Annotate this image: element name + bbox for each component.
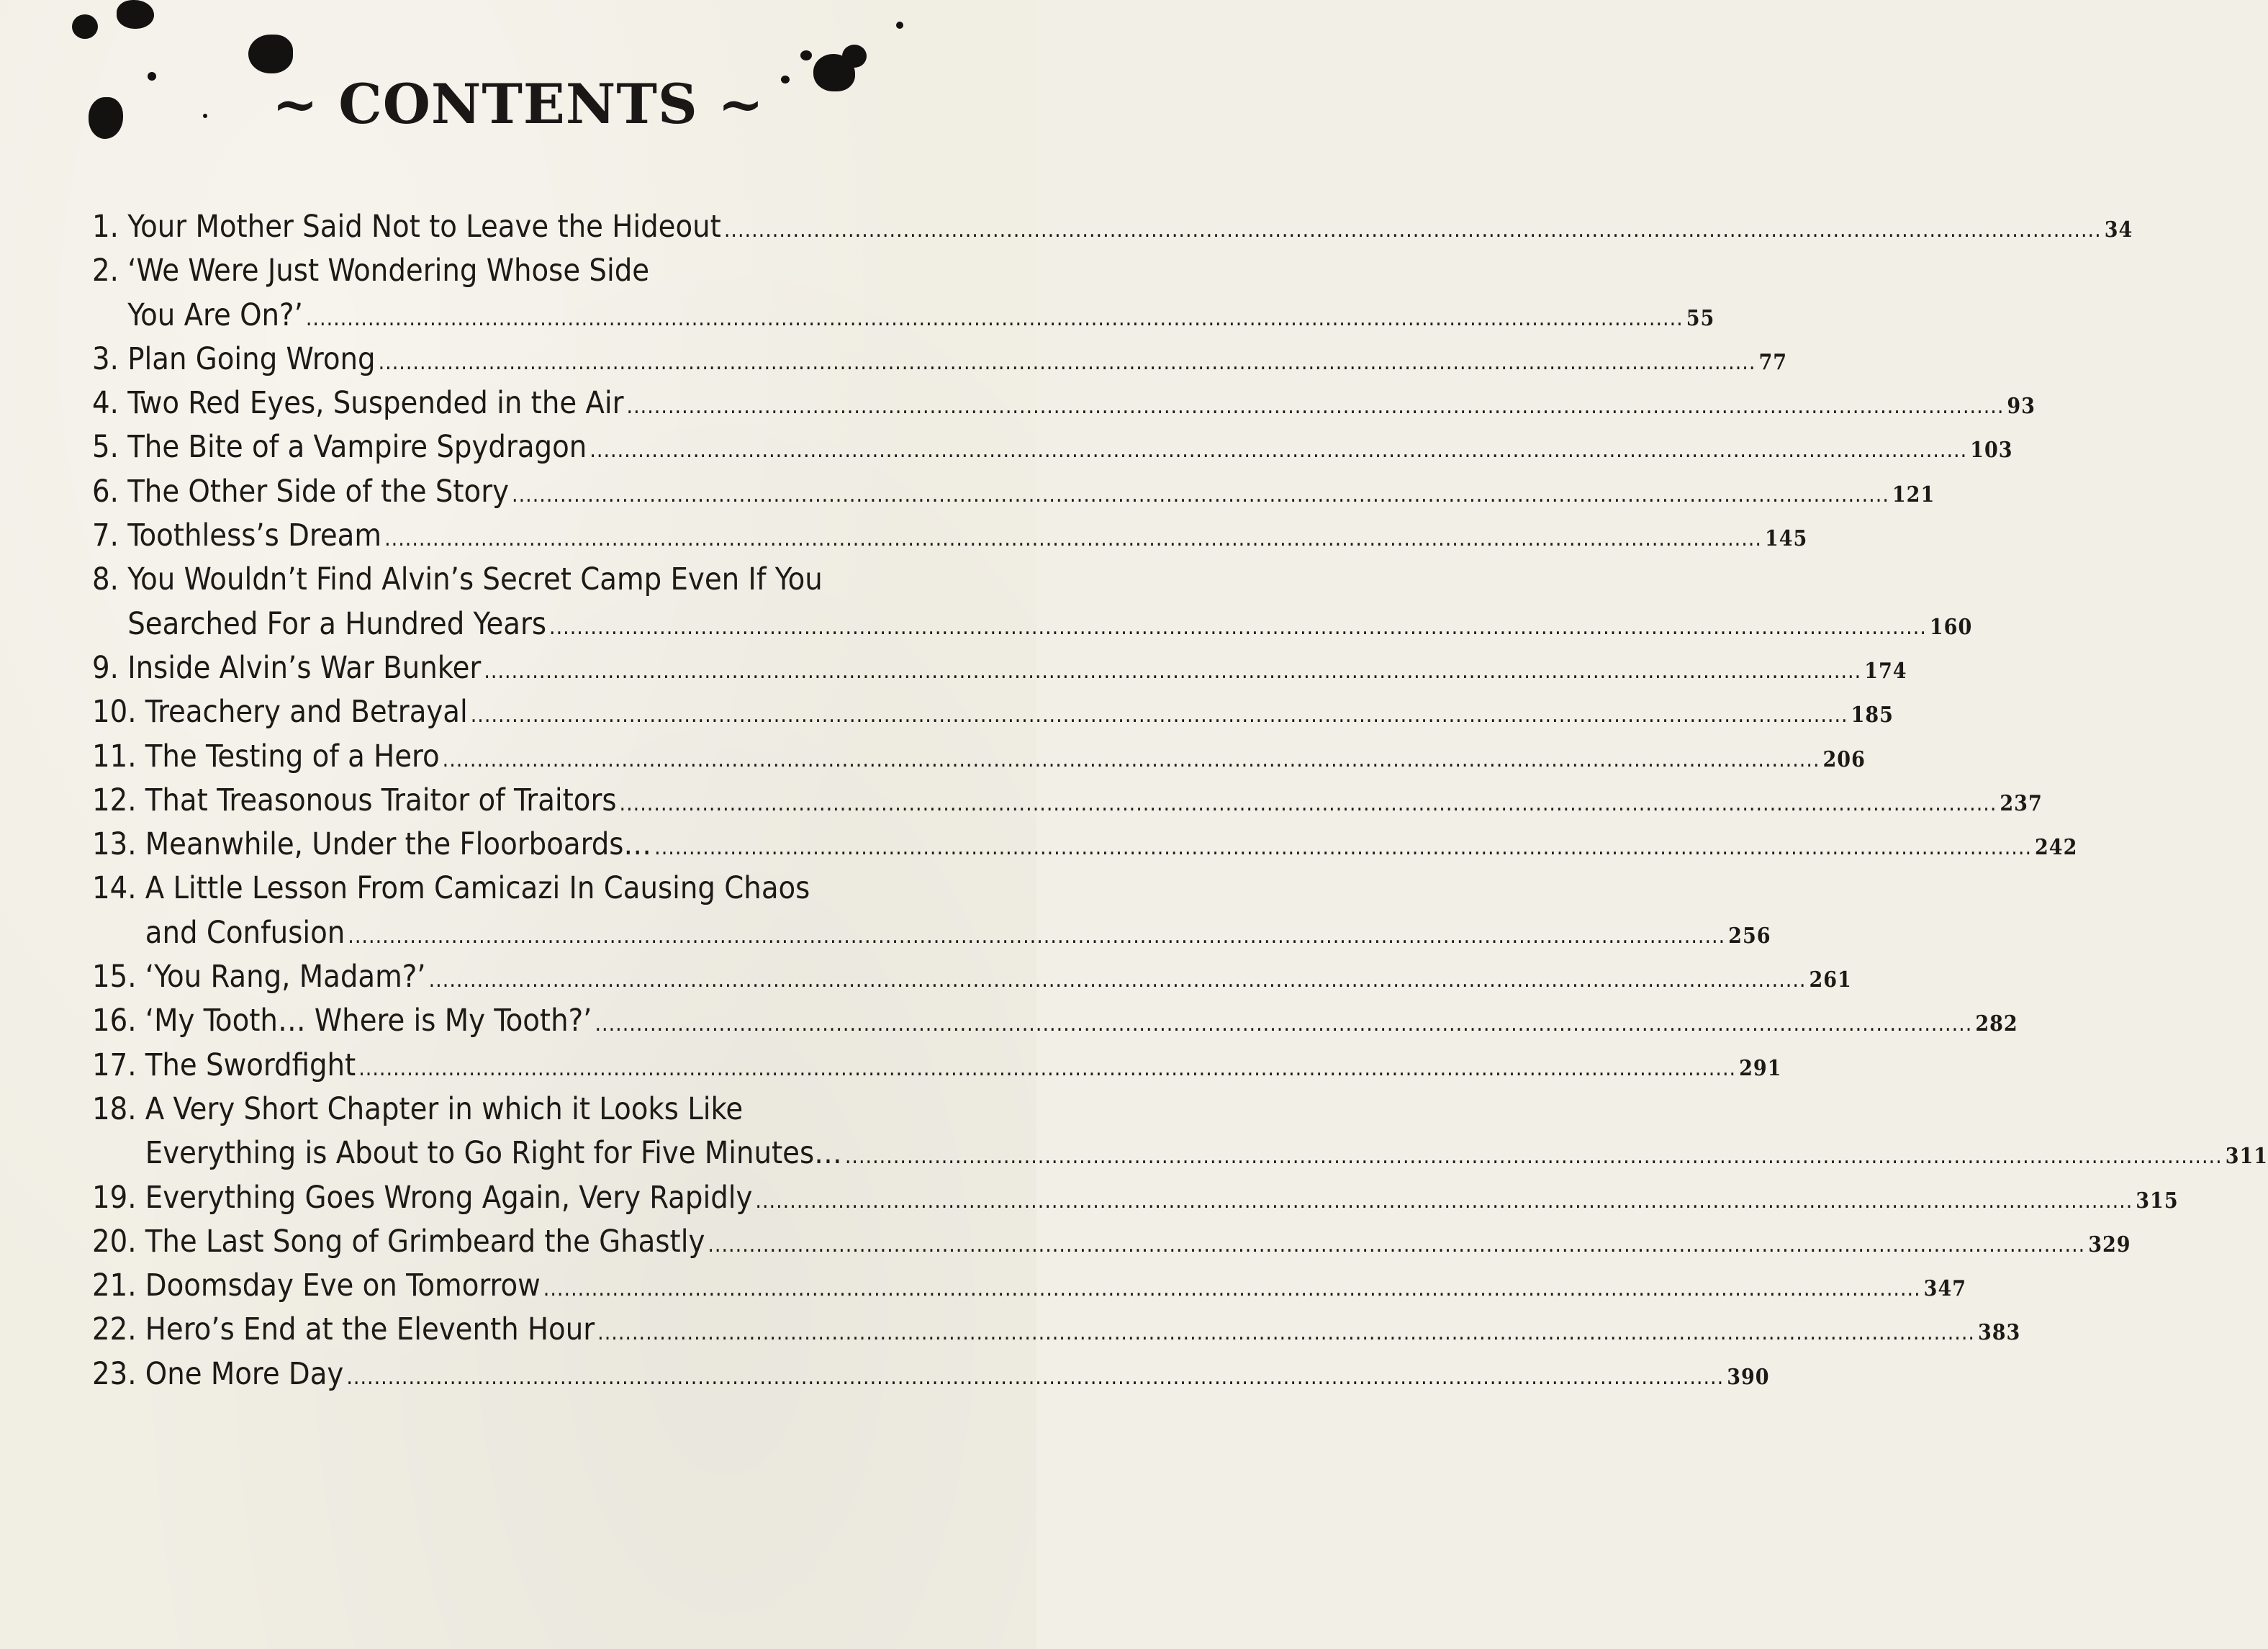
chapter-number: 22. <box>92 1311 145 1348</box>
chapter-title-line <box>145 779 2043 823</box>
chapter-title-line <box>127 381 2047 425</box>
chapter-title-line <box>145 1088 2268 1131</box>
dot-leader: ........................................................................................................................................................................................................ <box>384 526 1762 552</box>
page-number: 256 <box>1728 923 1771 949</box>
page-number: 34 <box>2104 217 2133 243</box>
chapter-title-line <box>145 1352 1770 1396</box>
dot-leader: ........................................................................................................................................................................................................ <box>348 923 1726 949</box>
page-number: 103 <box>1970 438 2013 464</box>
toc-entry <box>92 381 2036 425</box>
chapter-title: and Confusion <box>145 914 345 951</box>
chapter-number: 19. <box>92 1179 145 1216</box>
toc-entry <box>92 249 1715 338</box>
chapter-title: ‘You Rang, Madam?’ <box>145 959 426 995</box>
chapter-number: 9. <box>92 649 128 686</box>
toc-entry <box>92 1308 2021 1352</box>
toc-entry <box>92 1220 2131 1264</box>
page-number: 291 <box>1739 1055 1782 1081</box>
chapter-number: 15. <box>92 959 145 995</box>
chapter-title: Inside Alvin’s War Bunker <box>127 649 482 686</box>
ink-blot-decoration <box>896 22 903 29</box>
chapter-title: A Very Short Chapter in which it Looks Like <box>145 1090 744 1127</box>
chapter-title: Searched For a Hundred Years <box>127 605 547 642</box>
page-number: 390 <box>1727 1364 1770 1390</box>
dot-leader: ........................................................................................................................................................................................................ <box>597 1320 1975 1346</box>
page-number: 55 <box>1686 305 1715 331</box>
chapter-title-line <box>145 823 2078 867</box>
page-number: 145 <box>1764 526 1808 552</box>
toc-entry <box>92 867 1771 955</box>
chapter-number: 5. <box>92 429 128 466</box>
dot-leader: ........................................................................................................................................................................................................ <box>708 1232 2086 1257</box>
chapter-title: Everything is About to Go Right for Five Minutes… <box>145 1135 842 1172</box>
ink-blot-decoration <box>842 45 867 68</box>
page-number: 383 <box>1978 1320 2021 1346</box>
chapter-title-line <box>127 646 1907 690</box>
chapter-title-line <box>127 205 2145 249</box>
chapter-number: 20. <box>92 1223 145 1260</box>
chapter-title-line <box>145 955 1852 999</box>
chapter-title-line <box>127 470 1935 514</box>
chapter-title: Doomsday Eve on Tomorrow <box>145 1268 541 1304</box>
toc-entry <box>92 646 1907 690</box>
page-number: 174 <box>1864 658 1907 684</box>
chapter-number: 8. <box>92 561 128 598</box>
chapter-title: ‘My Tooth… Where is My Tooth?’ <box>145 1003 592 1039</box>
ink-blot-decoration <box>117 0 154 29</box>
chapter-title: ‘We Were Just Wondering Whose Side <box>127 253 650 289</box>
page-number: 315 <box>2136 1188 2179 1214</box>
toc-entry <box>92 779 2043 823</box>
chapter-title: The Other Side of the Story <box>127 473 510 510</box>
chapter-title-line <box>145 1044 1782 1088</box>
toc-entry <box>92 425 2013 469</box>
chapter-title: The Swordfight <box>145 1047 356 1083</box>
chapter-title: You Wouldn’t Find Alvin’s Secret Camp Even If You <box>127 561 823 598</box>
chapter-title: The Bite of a Vampire Spydragon <box>127 429 587 466</box>
dot-leader: ........................................................................................................................................................................................................ <box>442 746 1820 772</box>
chapter-title-line <box>145 690 1894 734</box>
toc-entry <box>92 205 2133 249</box>
chapter-title-line <box>127 425 2012 469</box>
toc-entry <box>92 955 1852 999</box>
dot-leader: ........................................................................................................................................................................................................ <box>428 967 1807 993</box>
chapter-number: 7. <box>92 518 128 554</box>
dot-leader: ........................................................................................................................................................................................................ <box>844 1144 2223 1170</box>
dot-leader: ........................................................................................................................................................................................................ <box>484 658 1862 684</box>
dot-leader: ........................................................................................................................................................................................................ <box>595 1011 1973 1037</box>
chapter-title-line <box>145 1264 1966 1308</box>
chapter-title: You Are On?’ <box>127 297 303 333</box>
page-number: 311 <box>2225 1144 2268 1170</box>
dot-leader: ........................................................................................................................................................................................................ <box>470 702 1848 728</box>
toc-entry <box>92 514 1808 558</box>
page-number: 185 <box>1851 702 1894 728</box>
dot-leader: ........................................................................................................................................................................................................ <box>589 438 1968 464</box>
chapter-number: 13. <box>92 826 145 863</box>
chapter-number: 10. <box>92 694 145 731</box>
toc-entry <box>92 690 1894 734</box>
page-number: 261 <box>1809 967 1852 993</box>
chapter-number: 16. <box>92 1003 145 1039</box>
toc-entry <box>92 1044 1782 1088</box>
page-number: 282 <box>1975 1011 2018 1037</box>
page-title: ~ CONTENTS ~ <box>272 72 764 136</box>
chapter-number: 12. <box>92 782 145 818</box>
dot-leader: ........................................................................................................................................................................................................ <box>626 394 2005 420</box>
chapter-title-line <box>145 1308 2021 1352</box>
dot-leader: ........................................................................................................................................................................................................ <box>755 1188 2133 1214</box>
chapter-title-line <box>145 1131 2268 1175</box>
toc-entry <box>92 999 2018 1043</box>
dot-leader: ........................................................................................................................................................................................................ <box>543 1276 1921 1302</box>
page-number: 347 <box>1923 1276 1967 1302</box>
ink-blot-decoration <box>800 50 812 60</box>
chapter-title: The Last Song of Grimbeard the Ghastly <box>145 1223 705 1260</box>
dot-leader: ........................................................................................................................................................................................................ <box>723 217 2102 243</box>
chapter-title-line <box>127 602 1972 646</box>
chapter-title-line <box>127 294 1727 338</box>
dot-leader: ........................................................................................................................................................................................................ <box>549 614 1927 640</box>
page-number: 206 <box>1822 746 1866 772</box>
chapter-title: That Treasonous Traitor of Traitors <box>145 782 617 818</box>
chapter-title: Plan Going Wrong <box>127 340 376 377</box>
chapter-number: 18. <box>92 1090 145 1127</box>
chapter-title: Hero’s End at the Eleventh Hour <box>145 1311 595 1348</box>
chapter-title-line <box>145 867 1771 911</box>
dot-leader: ........................................................................................................................................................................................................ <box>378 349 1756 375</box>
toc-entry <box>92 1352 1770 1396</box>
dot-leader: ........................................................................................................................................................................................................ <box>346 1364 1725 1390</box>
chapter-title: One More Day <box>145 1355 344 1392</box>
toc-entry <box>92 558 1973 646</box>
chapter-title-line <box>127 558 1972 602</box>
chapter-number: 11. <box>92 738 145 774</box>
chapter-number: 2. <box>92 253 128 289</box>
dot-leader: ........................................................................................................................................................................................................ <box>654 835 2033 861</box>
chapter-number: 3. <box>92 340 128 377</box>
page-number: 242 <box>2035 835 2078 861</box>
chapter-title: Meanwhile, Under the Floorboards… <box>145 826 652 863</box>
chapter-title: The Testing of a Hero <box>145 738 440 774</box>
chapter-number: 23. <box>92 1355 145 1392</box>
chapter-title-line <box>145 735 1866 779</box>
chapter-number: 17. <box>92 1047 145 1083</box>
page-number: 121 <box>1892 482 1935 507</box>
chapter-title: Treachery and Betrayal <box>145 694 468 731</box>
chapter-number: 4. <box>92 385 128 422</box>
dot-leader: ........................................................................................................................................................................................................ <box>305 305 1684 331</box>
chapter-title: A Little Lesson From Camicazi In Causing Chaos <box>145 870 810 907</box>
ink-blot-decoration <box>72 14 98 39</box>
chapter-title: Everything Goes Wrong Again, Very Rapidly <box>145 1179 753 1216</box>
page-number: 93 <box>2007 394 2036 420</box>
dot-leader: ........................................................................................................................................................................................................ <box>512 482 1889 507</box>
toc-entry <box>92 1088 2268 1176</box>
ink-blot-decoration <box>248 35 293 73</box>
toc-entry <box>92 1176 2179 1220</box>
chapter-title-line <box>145 911 1771 955</box>
chapter-title-line <box>145 999 2018 1043</box>
chapter-title-line <box>127 338 1799 381</box>
chapter-title-line <box>145 1176 2179 1220</box>
chapter-title: Toothless’s Dream <box>127 518 382 554</box>
chapter-title: Two Red Eyes, Suspended in the Air <box>127 385 624 422</box>
toc-entry <box>92 1264 1967 1308</box>
page-number: 237 <box>2000 790 2043 816</box>
page-number: 329 <box>2088 1232 2131 1257</box>
toc-entry <box>92 470 1935 514</box>
chapter-number: 1. <box>92 209 128 245</box>
chapter-number: 21. <box>92 1268 145 1304</box>
chapter-title-line <box>145 1220 2131 1264</box>
chapter-number: 6. <box>92 473 128 510</box>
chapter-title: Your Mother Said Not to Leave the Hideout <box>127 209 721 245</box>
toc-entry <box>92 338 1788 381</box>
chapter-title-line <box>127 514 1807 558</box>
dot-leader: ........................................................................................................................................................................................................ <box>358 1055 1737 1081</box>
chapter-title-line <box>127 249 1727 293</box>
chapter-number: 14. <box>92 870 145 907</box>
table-of-contents <box>92 205 2268 1396</box>
page-number: 77 <box>1758 349 1788 375</box>
toc-entry <box>92 823 2078 867</box>
toc-entry <box>92 735 1866 779</box>
dot-leader: ........................................................................................................................................................................................................ <box>619 790 1997 816</box>
page-number: 160 <box>1929 614 1973 640</box>
